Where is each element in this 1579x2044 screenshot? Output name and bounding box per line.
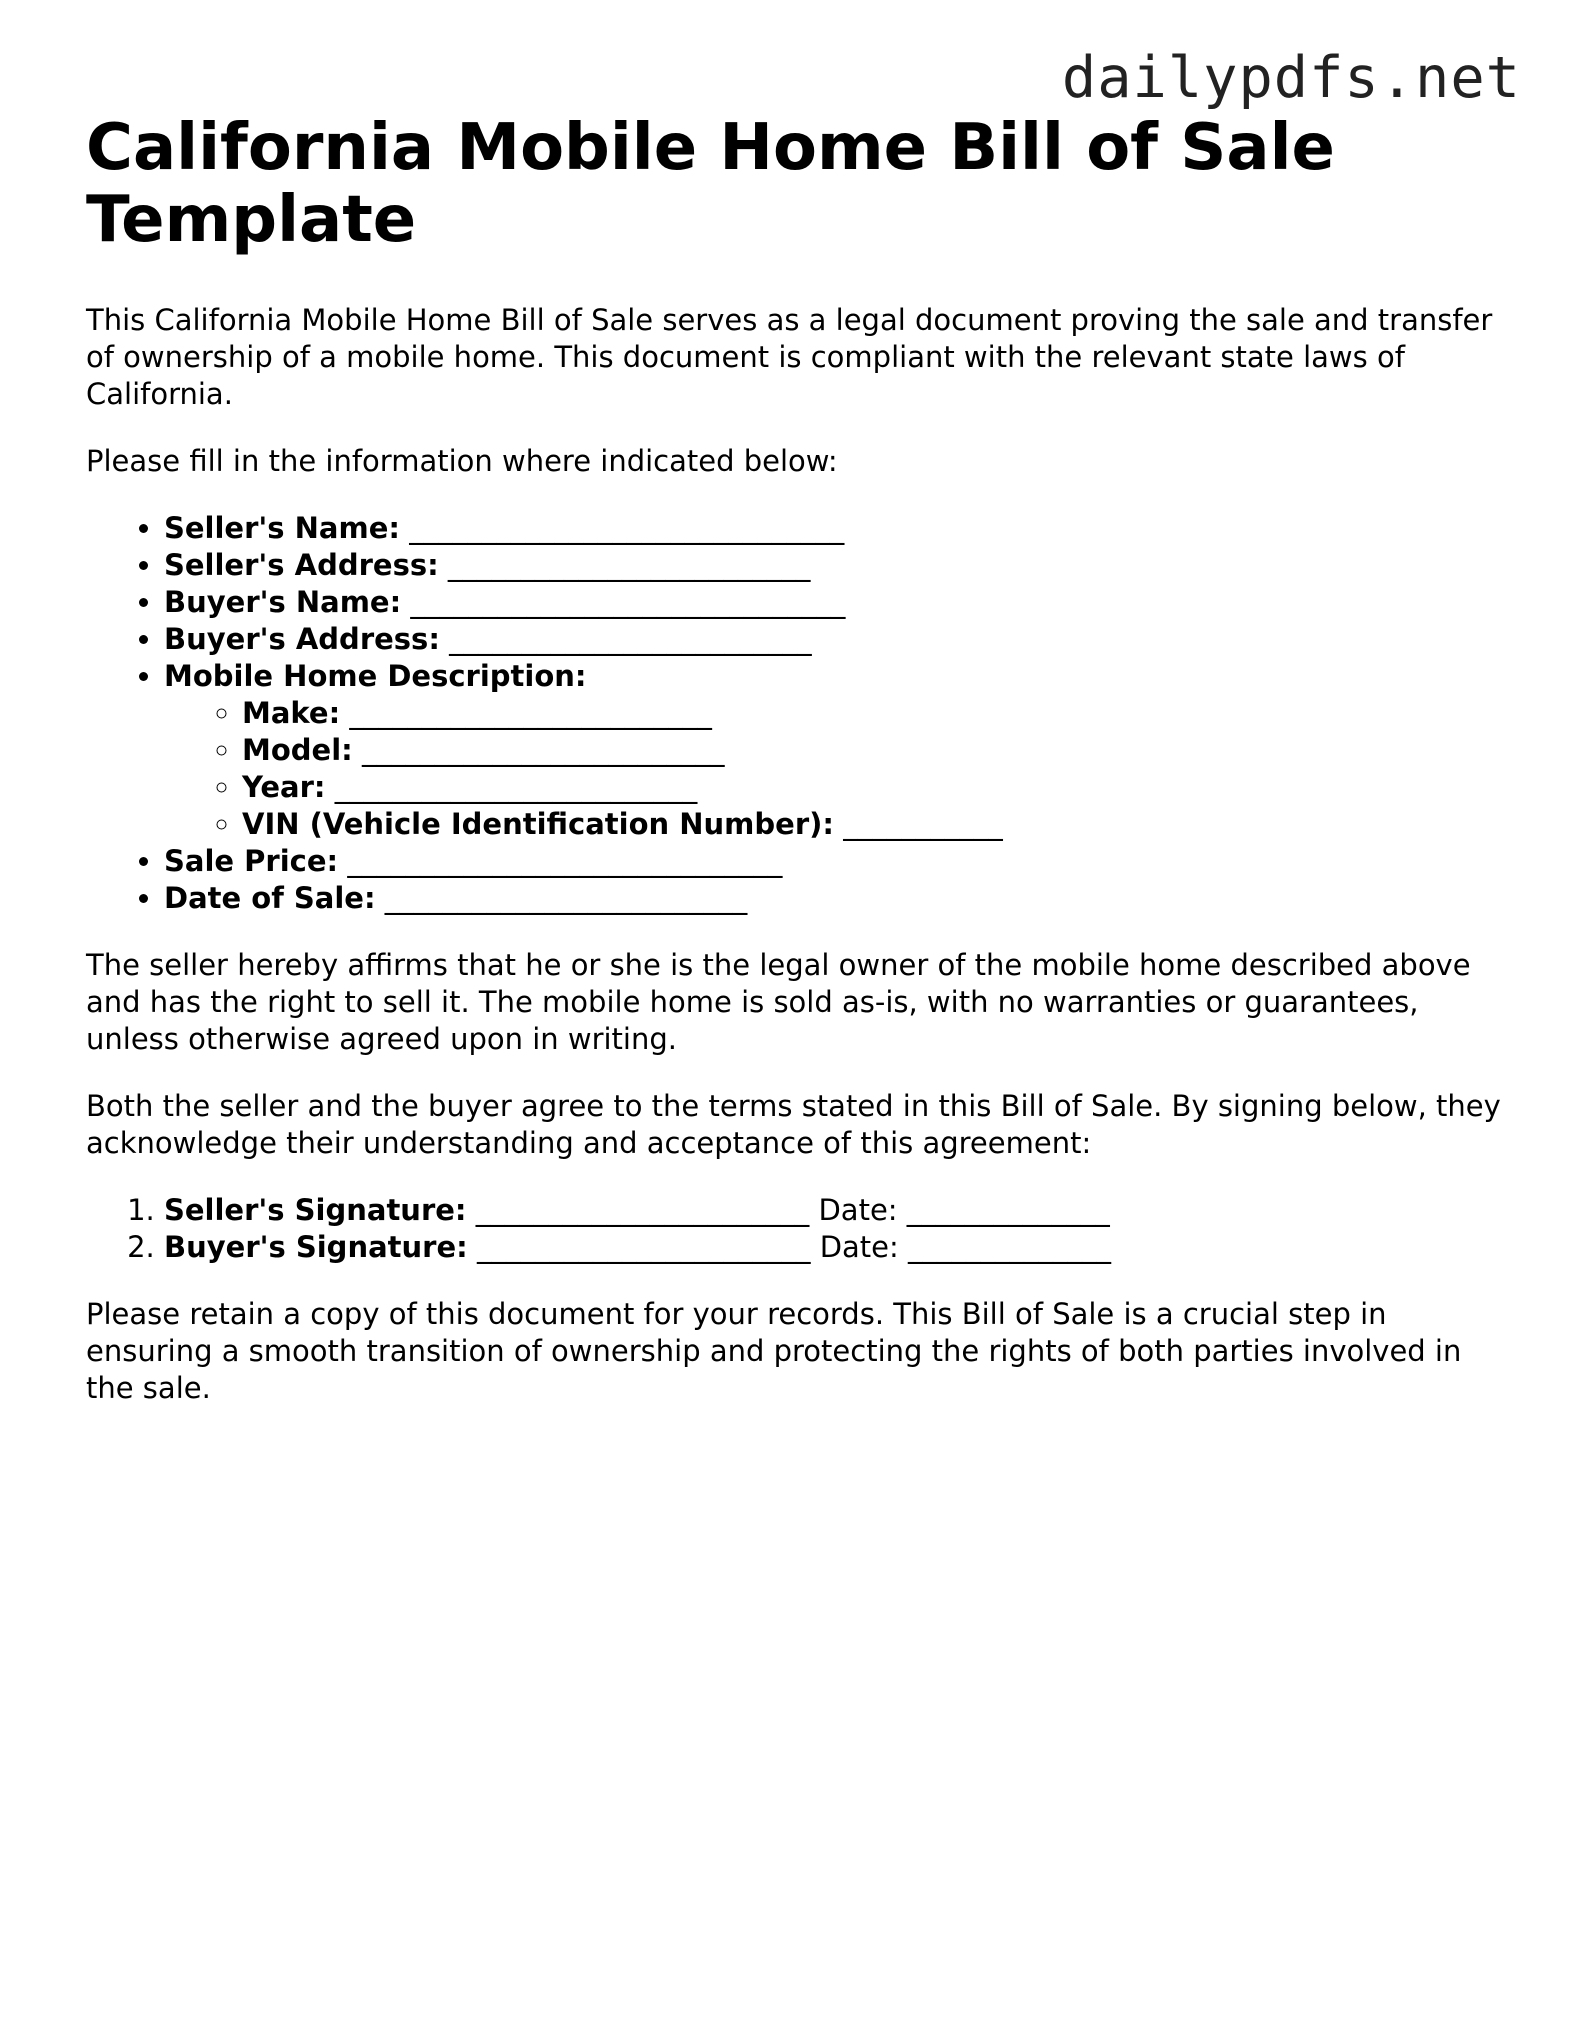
signature-blank: _______________________ (476, 1230, 811, 1264)
field-blank: _________________________ (334, 770, 698, 804)
closing-paragraph: Please retain a copy of this document for your records. This Bill of Sale is a crucial step in ensuring a smooth transition of ownership and protecting the rights of both parties involved in the sale. (86, 1297, 1462, 1405)
sub-list-item (242, 806, 1506, 843)
signature-label: Seller's Signature: (164, 1193, 467, 1227)
date-label: Date: (819, 1230, 899, 1264)
page-title: California Mobile Home Bill of Sale Template (86, 111, 1335, 257)
affirmation-paragraph: The seller hereby affirms that he or she is the legal owner of the mobile home described above and has the right to sell it. The mobile home is sold as-is, with no warranties or guarantees, unless otherwise agreed upon in writing. (86, 948, 1471, 1056)
field-blank: _________________________ (349, 696, 712, 730)
list-item (164, 621, 1506, 658)
date-blank: ______________ (908, 1230, 1111, 1264)
list-item (164, 547, 1506, 584)
sub-list-item (242, 769, 1506, 806)
field-blank: _________________________ (384, 881, 748, 915)
sub-list-item (242, 732, 1506, 769)
sub-field-list (164, 695, 1506, 843)
field-label: Buyer's Name: (164, 585, 402, 619)
field-list (86, 510, 1506, 917)
field-label: Mobile Home Description: (164, 659, 587, 693)
field-blank: ______________________________ (409, 511, 845, 545)
field-label: Sale Price: (164, 844, 339, 878)
field-label: Seller's Address: (164, 548, 439, 582)
list-item (164, 843, 1506, 880)
field-label: Buyer's Address: (164, 622, 440, 656)
date-blank: ______________ (906, 1193, 1110, 1227)
field-blank: ______________________________ (347, 844, 783, 878)
watermark: dailypdfs.net (1061, 45, 1521, 111)
document-page (86, 112, 1506, 1407)
list-item (164, 880, 1506, 917)
field-label: Make: (242, 696, 341, 730)
agreement-paragraph: Both the seller and the buyer agree to the terms stated in this Bill of Sale. By signing below, they acknowledge their understanding and acceptance of this agreement: (86, 1089, 1501, 1160)
field-blank: ___________ (843, 807, 1003, 841)
field-blank: _________________________ (361, 733, 725, 767)
field-label: Model: (242, 733, 353, 767)
field-label: VIN (Vehicle Identification Number): (242, 807, 834, 841)
signature-list (86, 1192, 1506, 1266)
signature-label: Buyer's Signature: (164, 1230, 468, 1264)
sub-list-item (242, 695, 1506, 732)
field-label: Date of Sale: (164, 881, 376, 915)
list-item (164, 584, 1506, 621)
list-item (164, 658, 1506, 843)
field-blank: _________________________ (449, 622, 812, 656)
instruction-paragraph: Please fill in the information where indicated below: (86, 444, 838, 478)
field-label: Seller's Name: (164, 511, 400, 545)
list-item (164, 510, 1506, 547)
signature-item (164, 1229, 1506, 1266)
intro-paragraph: This California Mobile Home Bill of Sale serves as a legal document proving the sale and transfer of ownership of a mobile home. This document is compliant with the relevant state laws of California. (86, 303, 1493, 411)
signature-item (164, 1192, 1506, 1229)
field-blank: ______________________________ (410, 585, 846, 619)
field-blank: _________________________ (447, 548, 811, 582)
date-label: Date: (818, 1193, 898, 1227)
field-label: Year: (242, 770, 326, 804)
signature-blank: _______________________ (475, 1193, 810, 1227)
